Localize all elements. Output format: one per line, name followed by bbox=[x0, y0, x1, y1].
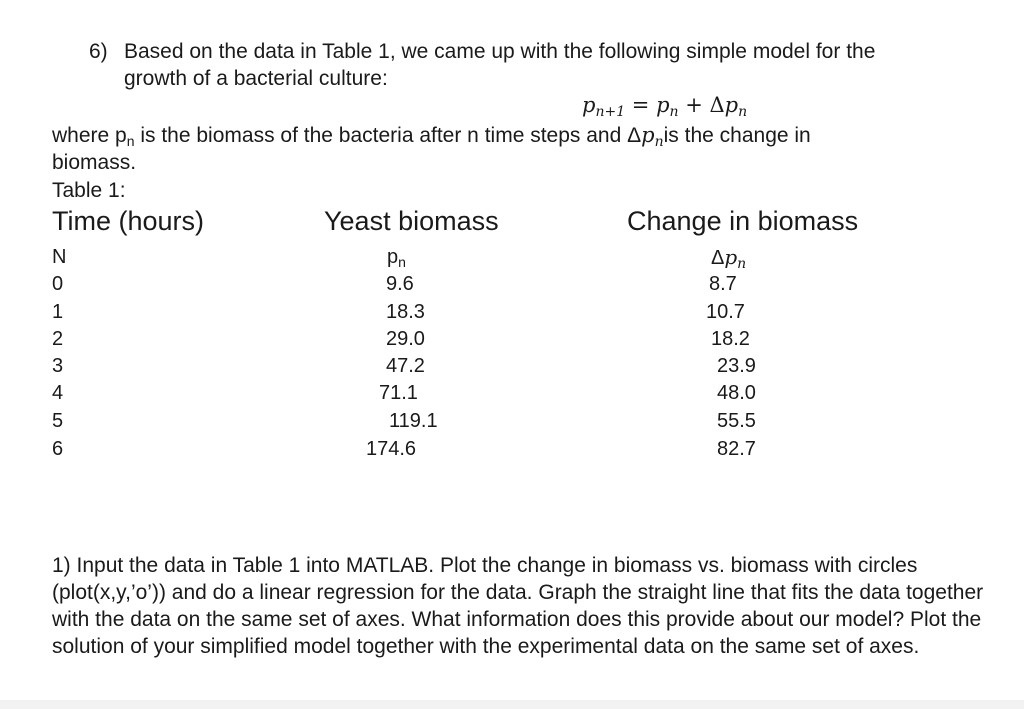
eq-equals: = bbox=[625, 93, 657, 117]
bottom-border bbox=[0, 700, 1024, 709]
cell-n: 0 bbox=[52, 273, 64, 295]
cell-p: 9.6 bbox=[386, 273, 414, 295]
where-var: p bbox=[641, 123, 655, 147]
cell-p: 119.1 bbox=[389, 410, 438, 432]
symbol-dp-sub: n bbox=[737, 256, 747, 272]
symbol-dp-var: p bbox=[724, 245, 738, 269]
question-text: 1) Input the data in Table 1 into MATLAB. Plot the change in biomass vs. biomass with circles (plot(x,y,’o’)) and do a linear regression for the data. Graph the straight line that fits the data together with the data on the same set of axes. What information does this provide about our model? Plot the solution of your simplified model together with the experimental data on the same set of axes. bbox=[52, 554, 984, 658]
eq-term2: p bbox=[724, 93, 739, 117]
cell-n: 4 bbox=[52, 382, 64, 404]
problem-line-1: Based on the data in Table 1, we came up with the following simple model for the bbox=[124, 40, 876, 63]
header-time: Time (hours) bbox=[52, 206, 205, 236]
cell-n: 3 bbox=[52, 355, 64, 377]
symbol-p-letter: p bbox=[387, 246, 399, 268]
where-part1: where p bbox=[52, 124, 127, 147]
symbol-dp-delta: Δ bbox=[711, 247, 725, 269]
header-biomass: Yeast biomass bbox=[324, 206, 499, 236]
cell-n: 6 bbox=[52, 438, 64, 460]
where-part3: is the change in bbox=[663, 124, 811, 147]
symbol-p-sub: n bbox=[398, 254, 406, 270]
cell-dp: 8.7 bbox=[709, 273, 737, 295]
cell-dp: 82.7 bbox=[717, 438, 756, 460]
header-change: Change in biomass bbox=[627, 206, 859, 236]
eq-term2-sub: n bbox=[738, 104, 748, 120]
cell-p: 18.3 bbox=[386, 301, 425, 323]
model-equation bbox=[582, 92, 747, 126]
where-part2: is the biomass of the bacteria after n time steps and Δ bbox=[134, 124, 642, 147]
cell-n: 1 bbox=[52, 301, 64, 323]
where-var-sub: n bbox=[654, 134, 664, 150]
cell-dp: 55.5 bbox=[717, 410, 756, 432]
cell-p: 71.1 bbox=[379, 382, 418, 404]
eq-plus-delta: + Δ bbox=[678, 93, 725, 117]
where-line-2: biomass. bbox=[52, 151, 137, 174]
where-line bbox=[52, 122, 811, 156]
where-part1-sub: n bbox=[126, 133, 135, 149]
cell-p: 29.0 bbox=[386, 328, 425, 350]
cell-dp: 48.0 bbox=[717, 382, 756, 404]
eq-term1-sub: n bbox=[669, 104, 679, 120]
problem-number: 6) bbox=[89, 40, 108, 63]
cell-p: 174.6 bbox=[366, 438, 417, 460]
cell-n: 5 bbox=[52, 410, 64, 432]
cell-n: 2 bbox=[52, 328, 64, 350]
problem-line-2: growth of a bacterial culture: bbox=[124, 67, 388, 90]
table-caption: Table 1: bbox=[52, 179, 126, 202]
cell-dp: 18.2 bbox=[711, 328, 750, 350]
cell-dp: 23.9 bbox=[717, 355, 756, 377]
symbol-n: N bbox=[52, 246, 67, 268]
eq-lhs-sub: n+1 bbox=[595, 104, 626, 120]
cell-p: 47.2 bbox=[386, 355, 425, 377]
cell-dp: 10.7 bbox=[706, 301, 745, 323]
eq-term1: p bbox=[656, 93, 670, 117]
eq-lhs: p bbox=[582, 93, 596, 117]
